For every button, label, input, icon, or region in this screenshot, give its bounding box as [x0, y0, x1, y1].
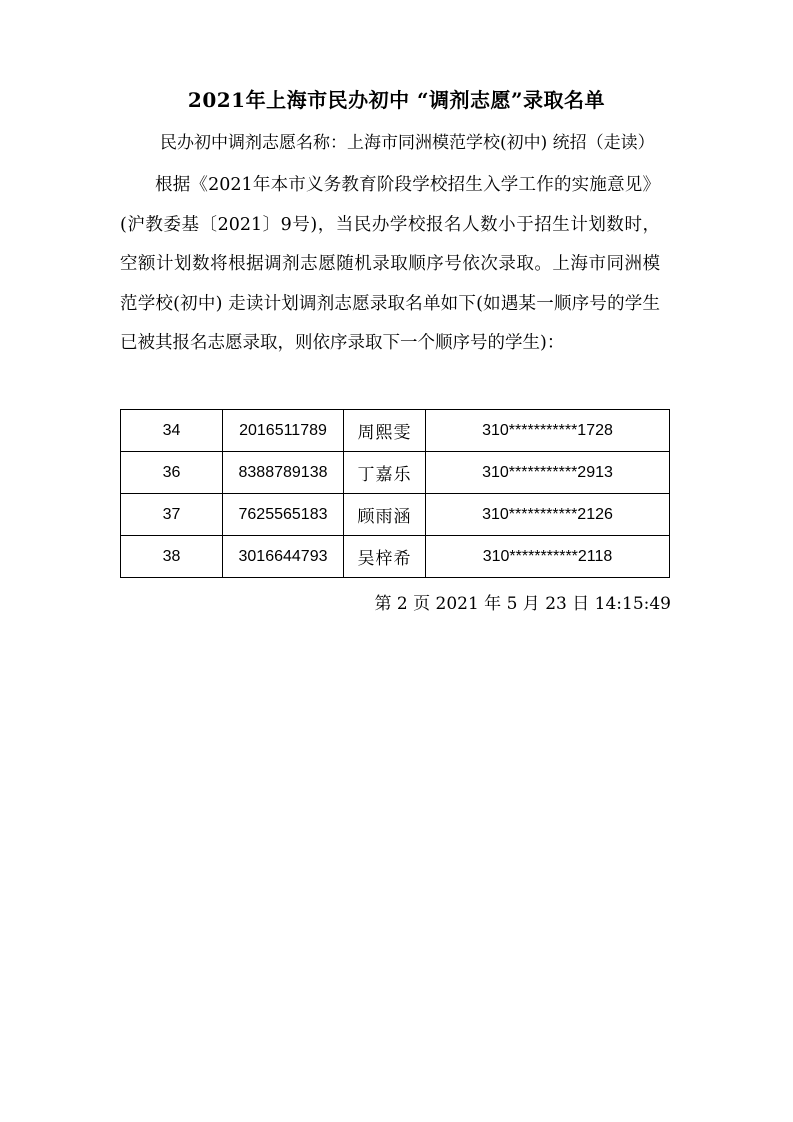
sequence-number-cell: 34 [121, 410, 223, 452]
registration-number-cell: 8388789138 [223, 452, 344, 494]
registration-number-cell: 2016511789 [223, 410, 344, 452]
registration-number-cell: 7625565183 [223, 494, 344, 536]
registration-number-cell: 3016644793 [223, 536, 344, 578]
student-name-cell: 周熙雯 [344, 410, 426, 452]
page-footer-timestamp: 第 2 页 2021 年 5 月 23 日 14:15:49 [374, 594, 671, 614]
student-name-cell: 吴梓希 [344, 536, 426, 578]
table-row [121, 494, 670, 536]
table-row [121, 452, 670, 494]
page-title: 2021年上海市民办初中 “调剂志愿”录取名单 [187, 88, 606, 112]
sequence-number-cell: 36 [121, 452, 223, 494]
sequence-number-cell: 37 [121, 494, 223, 536]
id-number-cell: 310***********1728 [426, 410, 670, 452]
admission-notice-paragraph: 根据《2021年本市义务教育阶段学校招生入学工作的实施意见》(沪教委基〔2021〕9号)，当民办学校报名人数小于招生计划数时，空额计划数将根据调剂志愿随机录取顺序号依次录取。上海市同洲模范学校(初中) 走读计划调剂志愿录取名单如下(如遇某一顺序号的学生已被其报名志愿录取，则依序录取下一个顺序号的学生)： [120, 175, 660, 353]
admission-list-table [120, 409, 670, 578]
id-number-cell: 310***********2126 [426, 494, 670, 536]
program-name: 民办初中调剂志愿名称：上海市同洲模范学校(初中) 统招（走读） [160, 133, 655, 153]
student-name-cell: 顾雨涵 [344, 494, 426, 536]
table-row [121, 410, 670, 452]
sequence-number-cell: 38 [121, 536, 223, 578]
id-number-cell: 310***********2118 [426, 536, 670, 578]
id-number-cell: 310***********2913 [426, 452, 670, 494]
student-name-cell: 丁嘉乐 [344, 452, 426, 494]
table-row [121, 536, 670, 578]
